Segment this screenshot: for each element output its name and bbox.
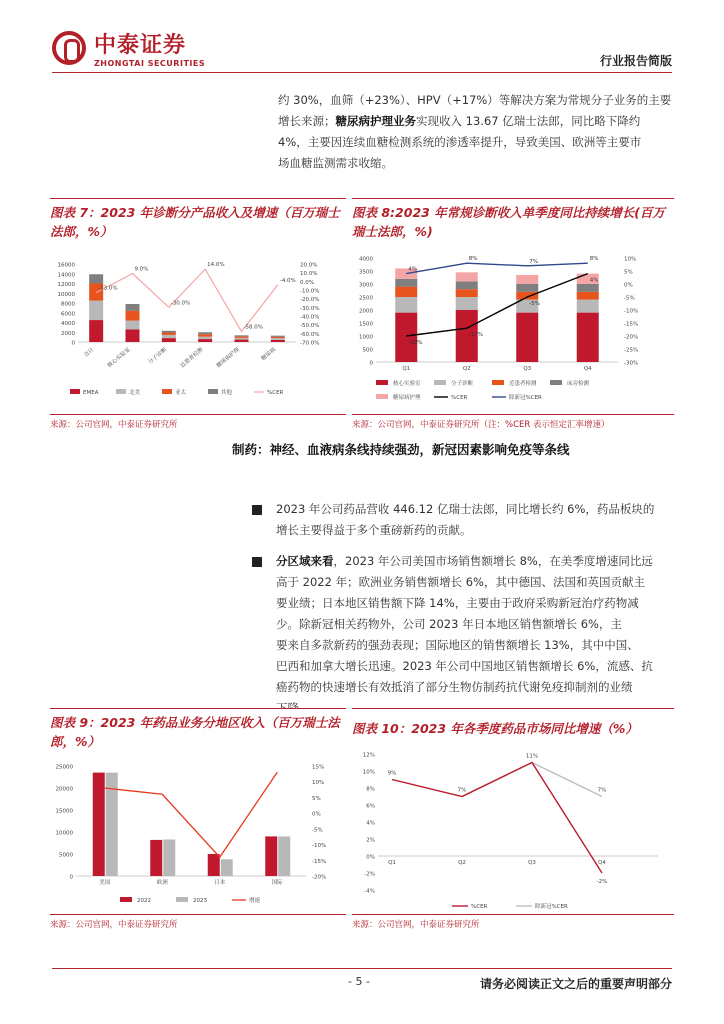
x-tick-label: 国际: [271, 880, 283, 886]
bar-segment: [198, 339, 212, 342]
y2-tick-label: -10.0%: [300, 288, 320, 295]
y-tick-label: 0: [369, 360, 373, 367]
y-tick-label: 4000: [61, 321, 75, 327]
report-type-label: 行业报告简版: [599, 54, 672, 68]
page-number: - 5 -: [348, 975, 370, 988]
y-tick-label: 500: [362, 347, 373, 354]
growth-data-label: -30.0%: [170, 300, 191, 307]
legend-label: 2023: [193, 898, 207, 904]
bar-segment: [162, 331, 176, 333]
y2-tick-label: 10.0%: [300, 271, 318, 278]
legend-swatch: [208, 389, 218, 394]
x-tick-label: 糖尿病护理: [215, 346, 241, 370]
bar-segment: [162, 335, 176, 338]
y2-tick-label: -60.0%: [300, 331, 320, 338]
y2-tick-label: 10%: [624, 256, 637, 263]
x-tick-label: Q1: [402, 366, 411, 372]
y2-tick-label: -20%: [312, 874, 327, 881]
legend-label: 近患者检测: [509, 381, 537, 387]
x-tick-label: 日本: [214, 880, 226, 886]
bar: [221, 859, 233, 876]
bar-segment: [577, 313, 599, 362]
legend-label: 北美: [129, 390, 141, 396]
y-tick-label: 20000: [55, 786, 73, 793]
bar-segment: [235, 340, 249, 342]
figure-9-chart: [50, 758, 346, 912]
legend-label: %CER: [471, 904, 488, 910]
bar-segment: [577, 284, 599, 292]
y-tick-label: 1000: [359, 334, 373, 341]
y-tick-label: 15000: [55, 808, 73, 815]
y2-tick-label: 0.0%: [300, 279, 314, 286]
x-tick-label: 近患者检测: [179, 346, 205, 370]
growth-line: [105, 772, 278, 857]
y2-tick-label: -10%: [624, 308, 639, 315]
bar-segment: [395, 313, 417, 362]
line-data-label: 7%: [529, 258, 538, 265]
figure-7: [50, 198, 346, 430]
bar-segment: [198, 334, 212, 336]
y2-tick-label: -40.0%: [300, 314, 320, 321]
legend-swatch: [376, 380, 388, 385]
growth-data-label: -13.0%: [98, 285, 118, 292]
y2-tick-label: -5%: [624, 295, 635, 302]
bullet-icon: [252, 505, 262, 515]
y-tick-label: 2000: [61, 330, 75, 337]
x-tick-label: 美国: [99, 880, 111, 886]
paragraph-line: 高于 2022 年；欧洲业务销售额增长 6%，其中德国、法国和英国贡献主: [276, 575, 645, 589]
figure-9: [50, 708, 346, 914]
y-tick-label: 10%: [362, 769, 375, 776]
bar-segment: [577, 292, 599, 300]
paragraph-line: 要来自多款新药的强劲表现；国际地区的销售额增长 13%，其中中国、: [276, 638, 639, 652]
line-series: [406, 263, 588, 273]
legend-label: %CER: [267, 390, 284, 396]
bar-segment: [577, 300, 599, 313]
point-label: -2%: [596, 879, 608, 885]
y2-tick-label: 5%: [624, 269, 633, 276]
legend-swatch: [550, 380, 562, 385]
x-tick-label: 分子诊断: [147, 346, 169, 366]
y-tick-label: 16000: [57, 262, 75, 269]
legend-swatch: [116, 389, 126, 394]
bar: [93, 773, 105, 876]
y-tick-label: 5000: [59, 852, 73, 859]
logo-chinese-text: 中泰证券: [94, 33, 187, 58]
header-divider: [52, 72, 672, 73]
figure-8-source: 来源：公司官网，中泰证券研究所（注：%CER 表示恒定汇率增速）: [352, 420, 610, 430]
y-tick-label: 1500: [359, 321, 373, 328]
legend-swatch: [120, 897, 132, 902]
y-tick-label: -4%: [364, 888, 375, 895]
figure-7-source: 来源：公司官网，中泰证券研究所: [50, 420, 178, 430]
y2-tick-label: 0%: [312, 811, 321, 818]
legend-swatch: [70, 389, 80, 394]
bar-segment: [126, 304, 140, 311]
bar-segment: [235, 338, 249, 340]
bar-segment: [516, 313, 538, 362]
x-tick-label: Q4: [598, 860, 606, 866]
legend-label: 除新冠%CER: [509, 395, 542, 401]
y2-tick-label: -5%: [312, 827, 323, 834]
point-label: 7%: [597, 787, 607, 794]
zhongtai-logo-icon: [52, 31, 86, 65]
bar-segment: [395, 287, 417, 297]
y-tick-label: 10000: [57, 291, 75, 298]
bar: [208, 854, 220, 876]
bar-segment: [126, 321, 140, 330]
figure-8-chart: [352, 250, 674, 416]
x-tick-label: Q1: [388, 860, 396, 866]
x-tick-label: 合计: [83, 346, 96, 359]
growth-data-label: -58.0%: [243, 324, 263, 331]
y2-tick-label: 5%: [312, 795, 321, 802]
y2-tick-label: -70.0%: [300, 340, 320, 347]
paragraph-line: 要业绩；日本地区销售额下降 14%，主要由于政府采购新冠治疗药物减: [276, 596, 639, 610]
bar-segment: [271, 338, 285, 340]
growth-data-label: -4.0%: [279, 277, 296, 284]
y-tick-label: 8%: [366, 786, 375, 793]
growth-data-label: 9.0%: [134, 266, 149, 273]
line-data-label: -17%: [468, 332, 483, 339]
bar-segment: [456, 297, 478, 310]
bar-segment: [271, 337, 285, 338]
y-tick-label: 0%: [366, 854, 375, 861]
bar-segment: [516, 284, 538, 292]
x-tick-label: Q2: [458, 860, 466, 866]
y-tick-label: 3500: [359, 269, 373, 276]
legend-label: 亚太: [175, 390, 187, 396]
legend-swatch: [434, 380, 446, 385]
point-label: 7%: [457, 787, 467, 794]
y-tick-label: 8000: [61, 301, 75, 308]
y2-tick-label: -10%: [312, 843, 327, 850]
disclaimer-text: 请务必阅读正文之后的重要声明部分: [479, 977, 672, 991]
intro-line: 约 30%，血筛（+23%）、HPV（+17%）等解决方案为常规分子业务的主要: [278, 93, 672, 107]
pharma-bullet-2: [276, 551, 674, 719]
y2-tick-label: -25%: [624, 347, 639, 354]
legend-label: %CER: [451, 395, 468, 401]
figure-10-chart: [352, 744, 674, 914]
bar-segment: [456, 281, 478, 289]
y2-tick-label: 0%: [624, 282, 633, 289]
y-tick-label: 0: [69, 874, 73, 881]
line-series: [406, 274, 588, 339]
figure-7-title: 图表 7：2023 年诊断分产品收入及增速（百万瑞士法郎，%）: [50, 205, 340, 239]
growth-data-label: 14.0%: [207, 262, 225, 269]
paragraph-line: 癌药物的快速增长有效抵消了部分生物仿制药抗代谢免疫抑制剂的业绩: [276, 680, 633, 694]
pharma-bullet-1: [276, 499, 674, 541]
y2-tick-label: -50.0%: [300, 323, 320, 330]
intro-paragraph: [278, 90, 674, 174]
y-tick-label: 10000: [55, 830, 73, 837]
y-tick-label: -2%: [364, 871, 375, 878]
x-tick-label: Q3: [528, 860, 536, 866]
line-data-label: 8%: [468, 256, 478, 263]
line-data-label: -5%: [529, 301, 540, 307]
y-tick-label: 2500: [359, 295, 373, 302]
paragraph-line: 增长主要得益于多个重磅新药的贡献。: [276, 523, 472, 537]
line-series: [392, 763, 602, 874]
figure-8: [352, 198, 674, 430]
legend-label: 2022: [137, 898, 151, 904]
bar: [150, 840, 162, 876]
paragraph-line: 2023 年公司药品营收 446.12 亿瑞士法郎，同比增长约 6%，药品板块的: [276, 502, 655, 516]
bar-segment: [271, 336, 285, 337]
bar-segment: [126, 311, 140, 321]
y2-tick-label: -30%: [624, 360, 639, 367]
legend-label: 其他: [221, 390, 233, 396]
bar-segment: [271, 340, 285, 342]
x-tick-label: 核心实验室: [106, 346, 132, 370]
logo-english-text: ZHONGTAI SECURITIES: [94, 59, 206, 68]
company-logo: [52, 28, 205, 68]
paragraph-line: 巴西和加拿大增长迅速。2023 年公司中国地区销售额增长 6%，流感、抗: [276, 659, 653, 673]
legend-label: 增速: [249, 898, 261, 904]
y-tick-label: 6000: [61, 311, 75, 318]
y2-tick-label: 10%: [312, 780, 325, 787]
figure-9-source: 来源：公司官网，中泰证券研究所: [50, 920, 178, 930]
y2-tick-label: 15%: [312, 764, 325, 771]
x-tick-label: Q2: [462, 366, 471, 372]
bar-segment: [89, 320, 103, 342]
y2-tick-label: 20.0%: [300, 262, 318, 269]
y-tick-label: 12000: [57, 282, 75, 288]
y2-tick-label: -30.0%: [300, 305, 320, 312]
x-tick-label: 欧洲: [156, 880, 168, 886]
legend-swatch: [376, 394, 388, 399]
y-tick-label: 0: [71, 340, 75, 347]
bar-segment: [126, 329, 140, 342]
legend-label: EMEA: [83, 390, 99, 396]
legend-swatch: [176, 897, 188, 902]
legend-label: 除新冠%CER: [535, 904, 568, 910]
pharma-section-heading: 制药：神经、血液病条线持续强劲，新冠因素影响免疫等条线: [232, 442, 570, 457]
bar-segment: [198, 337, 212, 339]
figure-10-title: 图表 10：2023 年各季度药品市场同比增速（%）: [352, 721, 638, 736]
paragraph-line: 分区域来看，2023 年公司美国市场销售额增长 8%，在美季度增速同比远: [276, 554, 653, 568]
bar-segment: [89, 301, 103, 321]
legend-label: 核心实验室: [393, 381, 421, 387]
y-tick-label: 14000: [57, 272, 75, 279]
paragraph-line: 少。除新冠相关药物外，公司 2023 年日本地区销售额增长 6%，主: [276, 617, 622, 631]
line-data-label: 4%: [408, 266, 417, 273]
line-data-label: -20%: [408, 340, 423, 346]
figure-7-chart: [50, 254, 346, 420]
line-data-label: 8%: [589, 256, 599, 263]
bullet-icon: [252, 557, 262, 567]
legend-label: 分子诊断: [451, 381, 474, 387]
y-tick-label: 6%: [366, 803, 375, 810]
bar: [278, 836, 290, 876]
figure-8-title: 图表 8:2023 年常规诊断收入单季度同比持续增长(百万瑞士法郎，%): [352, 205, 665, 239]
x-tick-label: 糖尿病: [260, 346, 278, 363]
y2-tick-label: -20%: [624, 334, 639, 341]
bar: [265, 836, 277, 876]
y-tick-label: 2000: [359, 308, 373, 315]
bar-segment: [456, 289, 478, 297]
point-label: 9%: [387, 770, 397, 777]
y-tick-label: 2%: [366, 837, 375, 844]
y-tick-label: 25000: [55, 764, 73, 771]
bar-segment: [456, 272, 478, 281]
legend-label: 糖尿病护理: [393, 395, 421, 401]
figure-10: [352, 708, 674, 914]
y-tick-label: 4%: [366, 820, 375, 827]
bar-segment: [516, 292, 538, 300]
legend-swatch: [162, 389, 172, 394]
bar: [163, 839, 175, 876]
footer-divider: [52, 968, 672, 969]
bar-segment: [89, 274, 103, 283]
figure-9-title: 图表 9：2023 年药品业务分地区收入（百万瑞士法郎，%）: [50, 715, 340, 749]
figure-10-source: 来源：公司官网，中泰证券研究所: [352, 920, 480, 930]
bar-segment: [395, 297, 417, 313]
y2-tick-label: -20.0%: [300, 297, 320, 304]
line-data-label: 4%: [589, 277, 599, 284]
point-label: 11%: [525, 753, 539, 760]
bar-segment: [235, 335, 249, 336]
bar-segment: [516, 275, 538, 284]
x-tick-label: Q3: [523, 366, 532, 372]
legend-label: 床旁检测: [567, 381, 590, 387]
y-tick-label: 3000: [359, 282, 373, 289]
bar-segment: [235, 336, 249, 337]
y-tick-label: 12%: [362, 752, 375, 759]
y2-tick-label: -15%: [624, 321, 639, 328]
legend-swatch: [492, 380, 504, 385]
bar-segment: [162, 332, 176, 334]
y-tick-label: 4000: [359, 256, 373, 263]
intro-line: 场血糖监测需求收缩。: [278, 156, 393, 170]
bar-segment: [162, 338, 176, 342]
bar-segment: [198, 332, 212, 334]
y2-tick-label: -15%: [312, 858, 327, 865]
bar-segment: [395, 279, 417, 287]
intro-line: 增长来源；糖尿病护理业务实现收入 13.67 亿瑞士法郎，同比略下降约: [278, 114, 641, 128]
intro-line: 4%，主要因连续血糖检测系统的渗透率提升，导致美国、欧洲等主要市: [278, 135, 642, 149]
x-tick-label: Q4: [583, 366, 592, 372]
